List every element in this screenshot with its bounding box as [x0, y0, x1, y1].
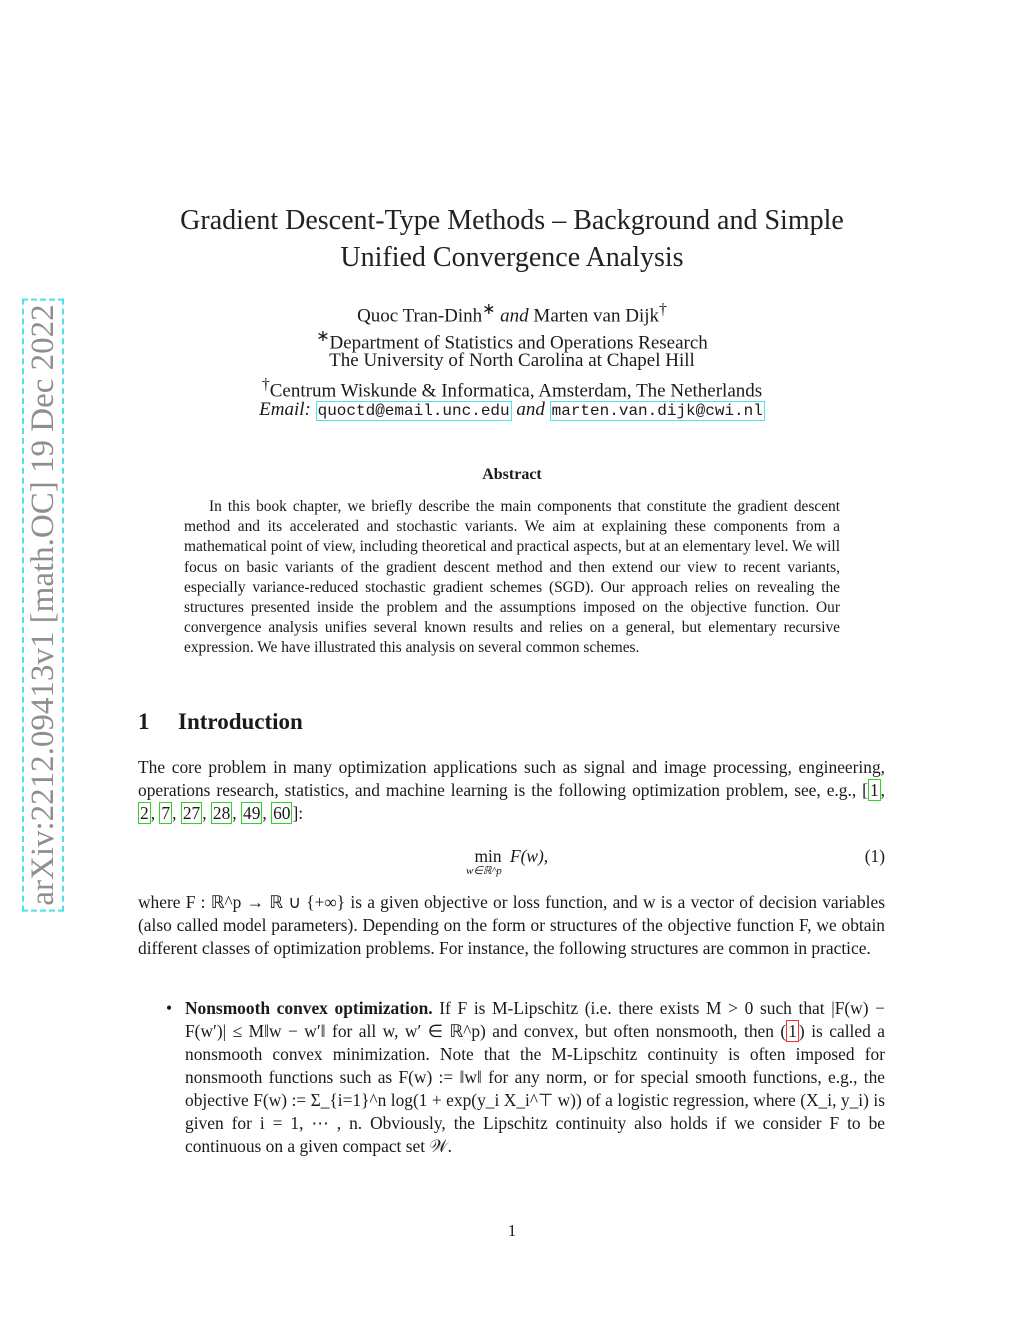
- author-1-mark: ∗: [482, 301, 496, 318]
- equation-number: (1): [864, 846, 885, 866]
- author-conjunction: and: [500, 305, 529, 327]
- affiliation-1-line-2: The University of North Carolina at Chapel Hill: [329, 350, 695, 371]
- equation-subscript: w∈ℝ^p: [466, 865, 502, 877]
- bullet-item: [185, 997, 885, 1158]
- citation-link[interactable]: 2: [140, 803, 149, 823]
- citation-link[interactable]: 7: [161, 803, 171, 823]
- page-number: 1: [507, 1221, 517, 1240]
- paper-title: [112, 202, 912, 276]
- intro-paragraph-2: where F : ℝ^p → ℝ ∪ {+∞} is a given objective or loss function, and w is a vector of decision variables (also called model parameters). Depending on the form or structures of the objective function F, we obtain different classes of optimization problems. For instance, the following structures are common in practice.: [138, 892, 885, 958]
- arxiv-identifier-link[interactable]: arXiv:2212.09413v1 [math.OC] 19 Dec 2022: [22, 298, 64, 911]
- email-link-1[interactable]: quoctd@email.unc.edu: [317, 402, 510, 420]
- email-label: Email:: [259, 399, 311, 420]
- intro-paragraph-1-text: The core problem in many optimization applications such as signal and image processing, engineering, operations research, statistics, and machine learning is the following optimization problem, see, e.g.,: [138, 757, 885, 800]
- section-heading: [138, 709, 303, 735]
- email-line: [112, 398, 912, 423]
- author-2: Marten van Dijk: [533, 305, 659, 327]
- abstract-body: In this book chapter, we briefly describe the main components that constitute the gradient descent method and its accelerated and stochastic variants. We aim at explaining these components from a mathematical point of view, including theoretical and practical aspects, but at an elementary level. We will focus on basic variants of the gradient descent method and then extend our view to recent variants, especially variance-reduced stochastic gradient schemes (SGD). Our approach relies on revealing the structures presented inside the problem and the assumptions imposed on the objective function. Our convergence analysis unifies several known results and relies on a general, but elementary recursive expression. We have illustrated this analysis on several common schemes.: [184, 498, 840, 657]
- section-number: 1: [138, 709, 150, 734]
- bullet-marker: •: [166, 998, 173, 1018]
- email-link-2[interactable]: marten.van.dijk@cwi.nl: [551, 402, 763, 420]
- citation-link[interactable]: 60: [273, 803, 291, 823]
- title-line-1: Gradient Descent-Type Methods – Background and Simple: [180, 205, 844, 236]
- author-2-mark: †: [659, 301, 667, 318]
- citation-link[interactable]: 49: [243, 803, 261, 823]
- title-line-2: Unified Convergence Analysis: [340, 242, 684, 273]
- equation-min-operator: min: [474, 846, 502, 866]
- bullet-heading: Nonsmooth convex optimization.: [185, 998, 433, 1018]
- affiliation-2-mark: †: [261, 376, 270, 393]
- intro-paragraph-1: The core problem in many optimization applications such as signal and image processing, engineering, operations research, statistics, and machine learning is the following optimization problem, see, e.g., [ 1 , 2 , 7 , 27 , 28 , 49 , 60 ]:: [138, 757, 885, 823]
- abstract-heading: Abstract: [482, 466, 542, 483]
- author-line: [112, 298, 912, 328]
- author-1: Quoc Tran-Dinh: [357, 305, 483, 327]
- equation-1: [138, 842, 885, 878]
- equation-objective: F(w),: [510, 846, 549, 866]
- affiliation-1-mark: ∗: [316, 328, 330, 345]
- citation-link[interactable]: 28: [212, 803, 231, 823]
- email-conjunction: and: [516, 399, 545, 420]
- affiliation-2-name: Centrum Wiskunde & Informatica, Amsterdam, The Netherlands: [269, 380, 763, 402]
- affiliation-1-name: Department of Statistics and Operations Research: [329, 332, 708, 354]
- equation-reference-link[interactable]: 1: [788, 1021, 797, 1041]
- citation-link[interactable]: 1: [869, 780, 879, 800]
- intro-paragraph-1-tail: :: [298, 803, 304, 823]
- bullet-text-part-2: ) is called a nonsmooth convex minimization. Note that the M-Lipschitz continuity is often imposed for nonsmooth functions such as F(w) := ‖w‖ for any norm, or for special smooth functions, e.g., the objective F(w) := Σ_{i=1}^n log(1 + exp(y_i X_i^⊤ w)) of a logistic regression, where (X_i, y_i) is given for i = 1, ⋯ , n. Obviously, the Lipschitz continuity also holds if we consider F to be continuous on a given compact set 𝒲.: [185, 1021, 885, 1156]
- bullet-text-part-1: If F is M-Lipschitz (i.e. there exists M > 0 such that |F(w) − F(w′)| ≤ M‖w − w′‖ for all w, w′ ∈ ℝ^p) and convex, but often nonsmooth, then (: [185, 998, 885, 1041]
- section-title: Introduction: [178, 709, 303, 734]
- citation-link[interactable]: 27: [182, 803, 201, 823]
